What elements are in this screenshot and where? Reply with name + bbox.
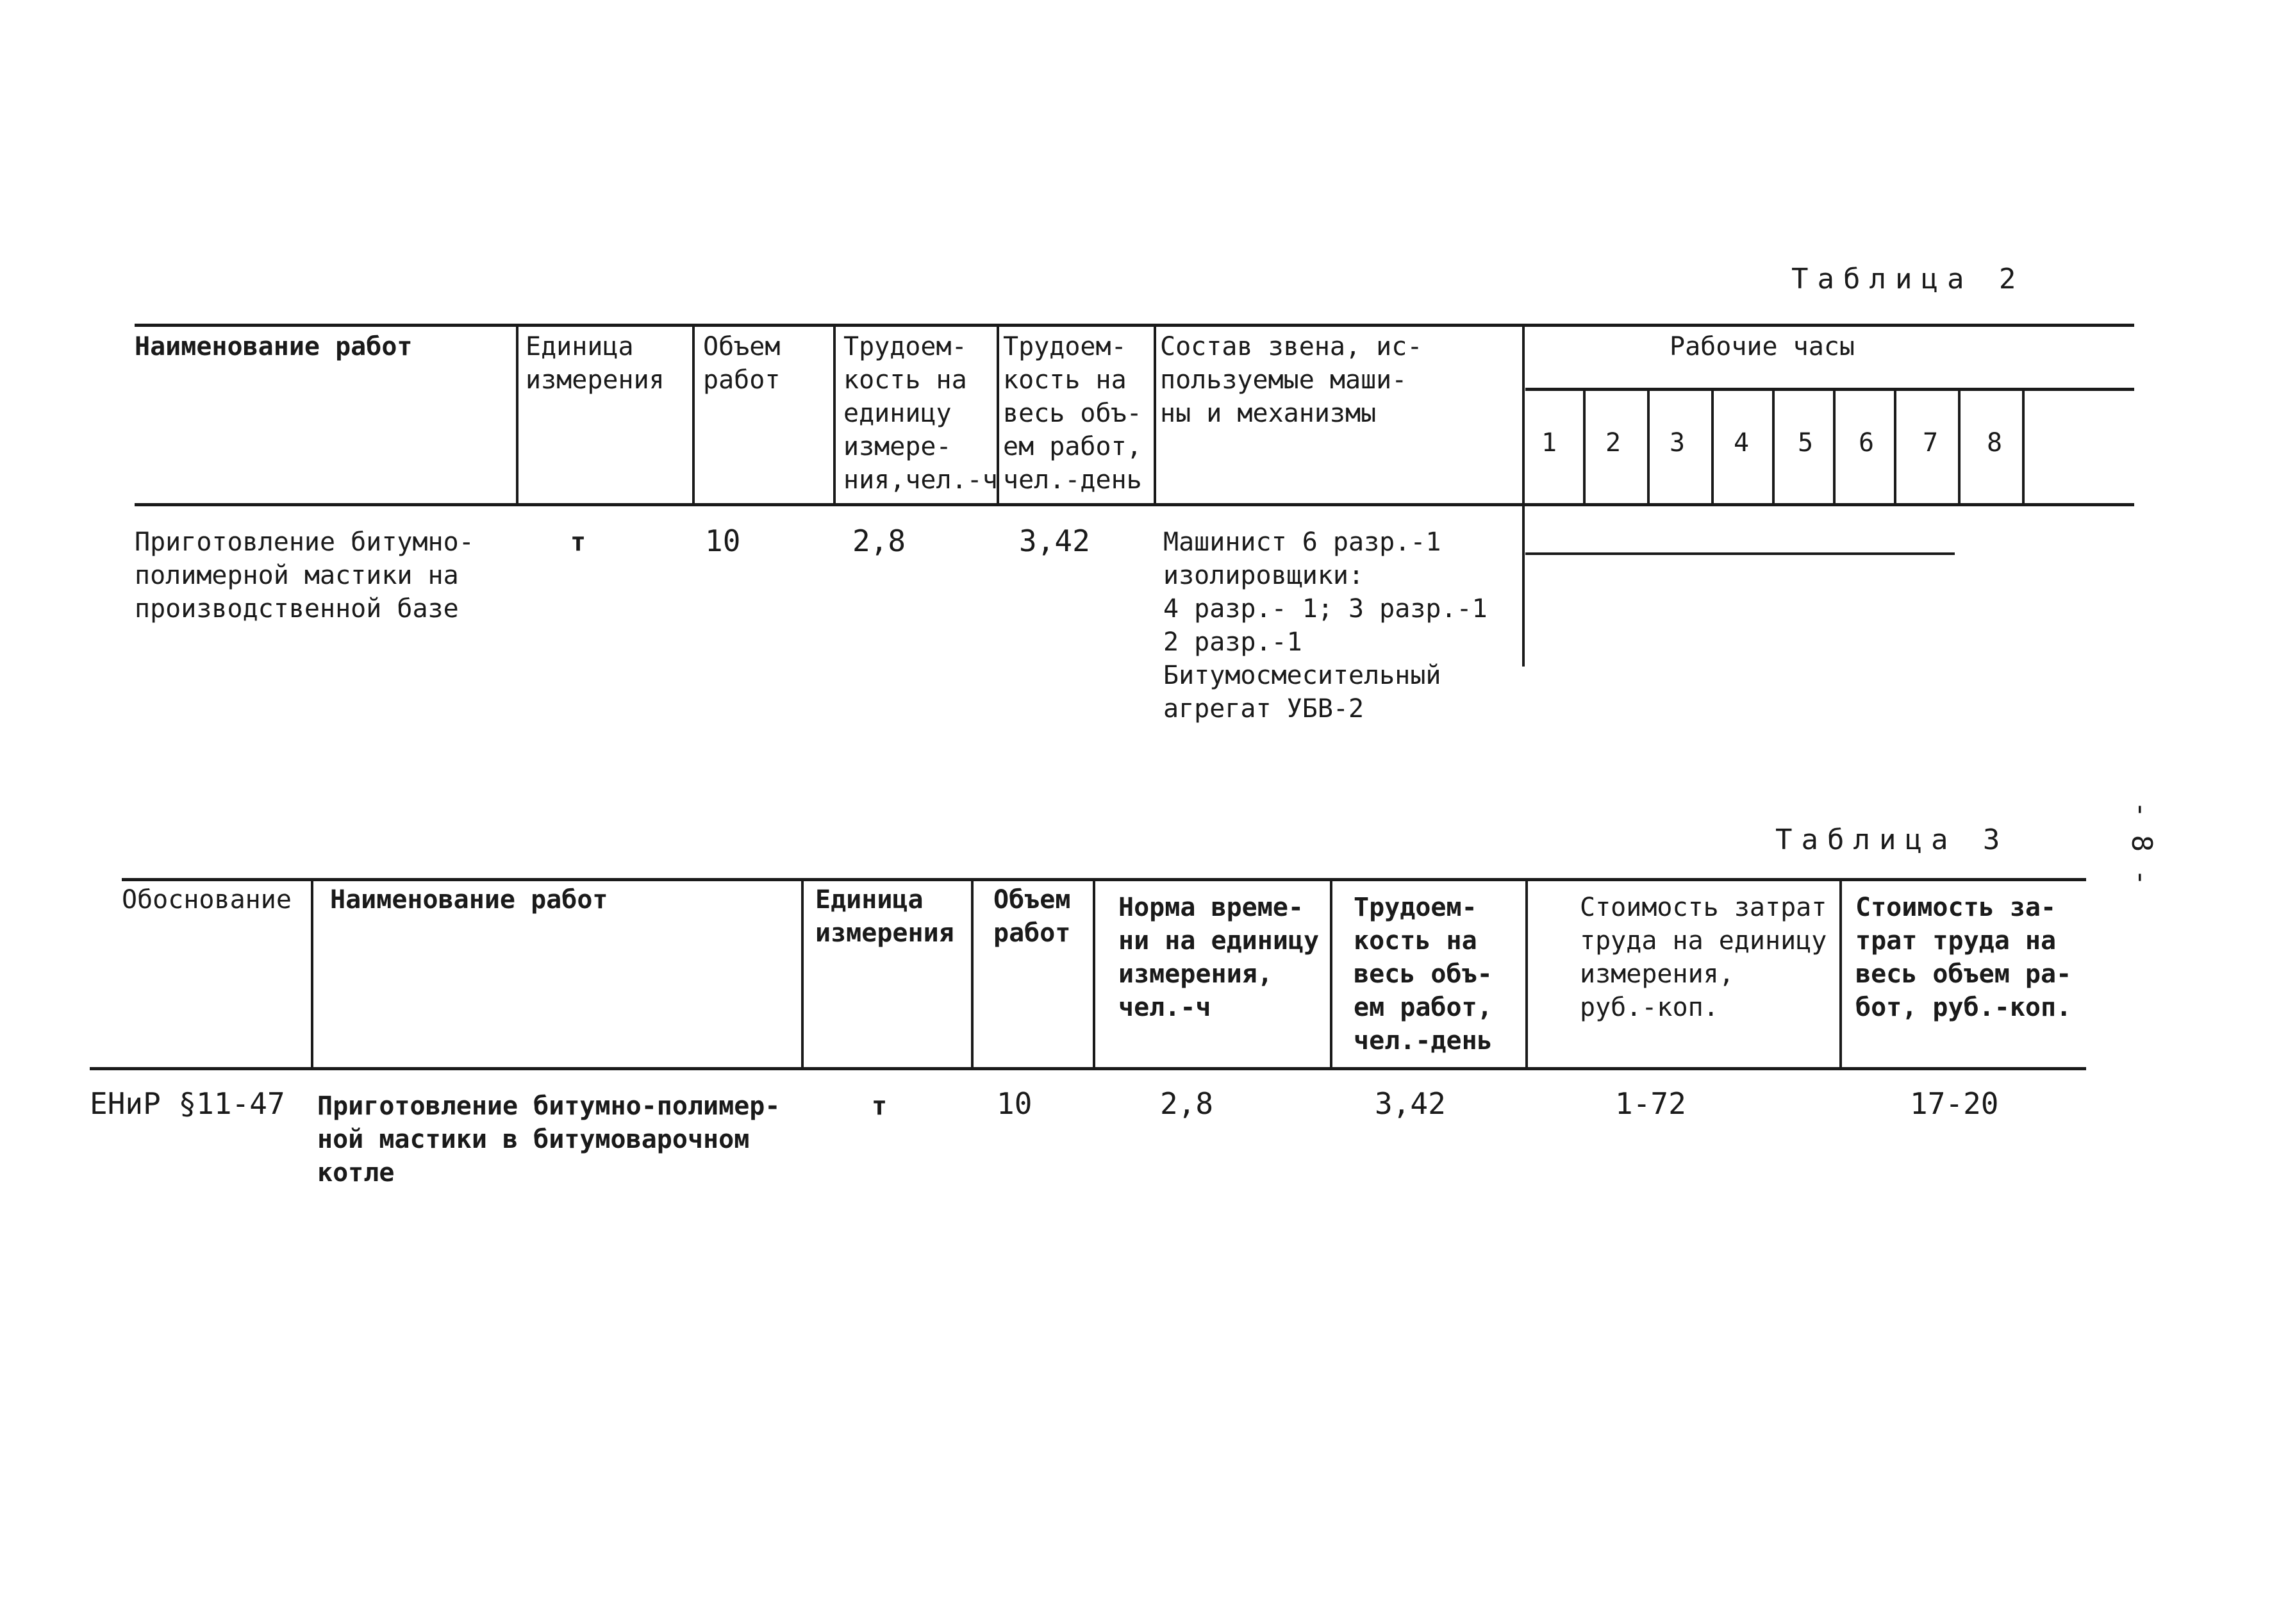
table2-header-labor-total: Трудоем- кость на весь объ- ем работ, чел.-день <box>1003 332 1142 495</box>
table2-row-crew: Машинист 6 разр.-1 изолировщики: 4 разр.- 1; 3 разр.-1 2 разр.-1 Битумосмесительный агрегат УБВ-2 <box>1163 527 1488 724</box>
table2-col-sep <box>833 324 836 506</box>
table3-col-sep <box>1330 878 1332 1070</box>
table2-col-sep <box>516 324 518 506</box>
table2-top-rule <box>135 324 2134 327</box>
table3-top-rule <box>122 878 2086 881</box>
table2-hour-label: 3 <box>1670 428 1686 458</box>
table3-row-unit: т <box>872 1091 888 1121</box>
table3-row-cost-total: 17-20 <box>1910 1086 1999 1121</box>
table2-row-name: Приготовление битумно- полимерной мастики на производственной базе <box>135 527 474 624</box>
table2-hours-row-rule <box>1525 552 1955 555</box>
table2-header-crew: Состав звена, ис- пользуемые маши- ны и механизмы <box>1160 332 1423 428</box>
table3-col-sep <box>1525 878 1528 1070</box>
table3-col-sep <box>1839 878 1842 1070</box>
table2-caption: Таблица 2 <box>1791 263 2025 295</box>
table2-hour-label: 5 <box>1798 428 1814 458</box>
table2-hour-sep <box>1583 388 1586 506</box>
table3-row-volume: 10 <box>997 1086 1032 1121</box>
table2-hour-label: 7 <box>1923 428 1939 458</box>
table3-caption: Таблица 3 <box>1775 824 2009 856</box>
table3-header-labor-total: Трудоем- кость на весь объ- ем работ, чел.-день <box>1354 893 1493 1056</box>
table2-hour-label: 8 <box>1987 428 2003 458</box>
table3-row-norm: 2,8 <box>1160 1086 1214 1121</box>
table2-hour-label: 1 <box>1541 428 1557 458</box>
table2-header-name: Наименование работ <box>135 332 413 361</box>
table3-header-basis: Обоснование <box>122 885 292 915</box>
page-number <box>2099 800 2159 886</box>
table3-col-sep <box>801 878 804 1070</box>
table2-hour-label: 4 <box>1734 428 1750 458</box>
table3-header-unit: Единица измерения <box>815 885 954 948</box>
table2-header-unit: Единица измерения <box>526 332 665 395</box>
table2-hour-sep <box>1772 388 1775 506</box>
table3-header-cost-total: Стоимость за- трат труда на весь объем ра- бот, руб.-коп. <box>1855 893 2072 1022</box>
table2-hour-sep <box>2022 388 2025 506</box>
table3-col-sep <box>311 878 313 1070</box>
table2-col-sep <box>1522 324 1525 667</box>
page-number-text: - 8 - <box>2125 800 2159 886</box>
table3-col-sep <box>971 878 974 1070</box>
table3-header-bottom-rule <box>90 1067 2086 1070</box>
table3-header-name: Наименование работ <box>330 885 608 915</box>
table3-row-labor-total: 3,42 <box>1375 1086 1446 1121</box>
table3-row-name: Приготовление битумно-полимер- ной мастики в битумоварочном котле <box>317 1091 781 1188</box>
table2-hour-sep <box>1647 388 1650 506</box>
table2-row-labor-unit: 2,8 <box>852 524 906 558</box>
table2-header-hours: Рабочие часы <box>1670 332 1855 361</box>
table3-header-volume: Объем работ <box>993 885 1071 948</box>
table2-hour-sep <box>1711 388 1714 506</box>
table2-hours-rule <box>1525 388 2134 391</box>
table2-row-unit: т <box>570 527 586 557</box>
table2-header-volume: Объем работ <box>703 332 781 395</box>
table2-hour-sep <box>1958 388 1961 506</box>
table2-col-sep <box>692 324 695 506</box>
table3-header-cost-unit: Стоимость затрат труда на единицу измерения, руб.-коп. <box>1580 893 1827 1022</box>
table3-row-basis: ЕНиР §11-47 <box>90 1086 285 1121</box>
table2-header-labor-unit: Трудоем- кость на единицу измере- ния,чел.-ч <box>843 332 998 495</box>
table2-hour-label: 6 <box>1859 428 1875 458</box>
table3-header-norm: Норма време- ни на единицу измерения, чел.-ч <box>1118 893 1320 1022</box>
table3-row-cost-unit: 1-72 <box>1615 1086 1686 1121</box>
table2-row-labor-total: 3,42 <box>1019 524 1090 558</box>
table2-hour-sep <box>1833 388 1836 506</box>
table2-hour-sep <box>1894 388 1896 506</box>
table2-hour-label: 2 <box>1605 428 1621 458</box>
table2-row-volume: 10 <box>705 524 741 558</box>
table2-col-sep <box>1154 324 1156 506</box>
table3-col-sep <box>1093 878 1095 1070</box>
